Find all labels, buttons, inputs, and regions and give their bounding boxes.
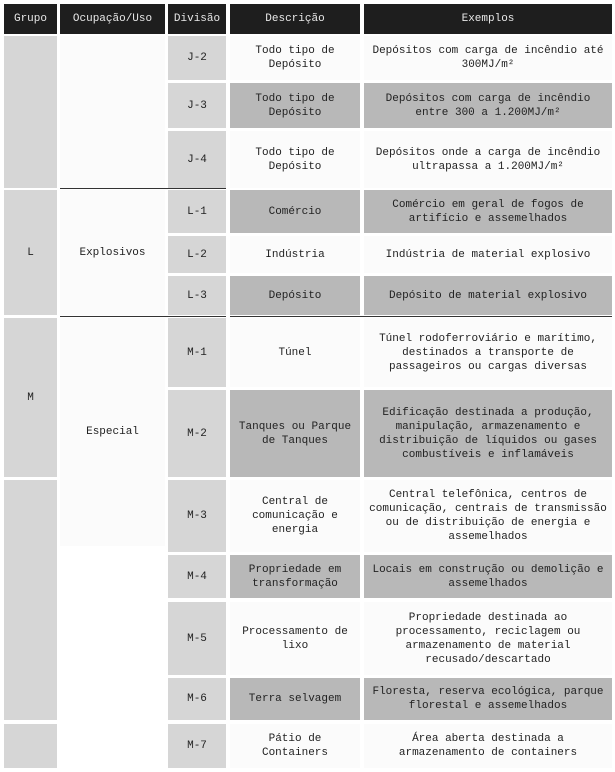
grupo-cell	[4, 724, 57, 768]
descricao-cell: Processamento de lixo	[230, 602, 360, 675]
exemplos-cell: Depósitos com carga de incêndio entre 300 a 1.200MJ/m²	[364, 83, 612, 128]
divisao-cell: M-5	[168, 602, 226, 675]
exemplos-cell: Área aberta destinada a armazenamento de containers	[364, 724, 612, 768]
descricao-cell: Todo tipo de Depósito	[230, 131, 360, 188]
ocupacao-cell: Explosivos	[60, 190, 165, 315]
descricao-cell: Comércio	[230, 190, 360, 233]
descricao-cell: Central de comunicação e energia	[230, 480, 360, 552]
exemplos-cell: Depósitos com carga de incêndio até 300MJ/m²	[364, 36, 612, 80]
divider	[230, 316, 612, 317]
exemplos-cell: Central telefônica, centros de comunicação, centrais de transmissão ou de distribuição de energia e assemelhados	[364, 480, 612, 552]
descricao-cell: Tanques ou Parque de Tanques	[230, 390, 360, 477]
exemplos-cell: Túnel rodoferroviário e marítimo, destinados a transporte de passageiros ou cargas diversas	[364, 318, 612, 387]
exemplos-cell: Locais em construção ou demolição e assemelhados	[364, 555, 612, 598]
divisao-cell: L-2	[168, 236, 226, 273]
divisao-cell: L-1	[168, 190, 226, 233]
divisao-cell: M-6	[168, 678, 226, 720]
divisao-cell: M-1	[168, 318, 226, 387]
header-divisao: Divisão	[168, 4, 226, 34]
ocupacao-cell	[60, 36, 165, 188]
divisao-cell: J-4	[168, 131, 226, 188]
ocupacao-cell: Especial	[60, 318, 165, 546]
divisao-cell: M-2	[168, 390, 226, 477]
exemplos-cell: Propriedade destinada ao processamento, reciclagem ou armazenamento de material recusado/descartado	[364, 602, 612, 675]
divisao-cell: L-3	[168, 276, 226, 315]
descricao-cell: Terra selvagem	[230, 678, 360, 720]
divisao-cell: J-3	[168, 83, 226, 128]
descricao-cell: Depósito	[230, 276, 360, 315]
descricao-cell: Túnel	[230, 318, 360, 387]
descricao-cell: Propriedade em transformação	[230, 555, 360, 598]
exemplos-cell: Indústria de material explosivo	[364, 236, 612, 273]
header-descricao: Descrição	[230, 4, 360, 34]
descricao-cell: Todo tipo de Depósito	[230, 36, 360, 80]
header-exemplos: Exemplos	[364, 4, 612, 34]
divider	[60, 188, 226, 189]
exemplos-cell: Comércio em geral de fogos de artifício e assemelhados	[364, 190, 612, 233]
divider	[60, 316, 226, 317]
grupo-cell	[4, 36, 57, 188]
exemplos-cell: Depósitos onde a carga de incêndio ultrapassa a 1.200MJ/m²	[364, 131, 612, 188]
divisao-cell: M-4	[168, 555, 226, 598]
divisao-cell: J-2	[168, 36, 226, 80]
exemplos-cell: Edificação destinada a produção, manipulação, armazenamento e distribuição de líquidos ou gases combustíveis e inflamáveis	[364, 390, 612, 477]
exemplos-cell: Depósito de material explosivo	[364, 276, 612, 315]
grupo-cell: M	[4, 318, 57, 477]
descricao-cell: Todo tipo de Depósito	[230, 83, 360, 128]
descricao-cell: Pátio de Containers	[230, 724, 360, 768]
grupo-cell	[4, 480, 57, 720]
grupo-cell: L	[4, 190, 57, 315]
descricao-cell: Indústria	[230, 236, 360, 273]
divisao-cell: M-7	[168, 724, 226, 768]
exemplos-cell: Floresta, reserva ecológica, parque florestal e assemelhados	[364, 678, 612, 720]
header-grupo: Grupo	[4, 4, 57, 34]
divisao-cell: M-3	[168, 480, 226, 552]
header-ocupacao: Ocupação/Uso	[60, 4, 165, 34]
